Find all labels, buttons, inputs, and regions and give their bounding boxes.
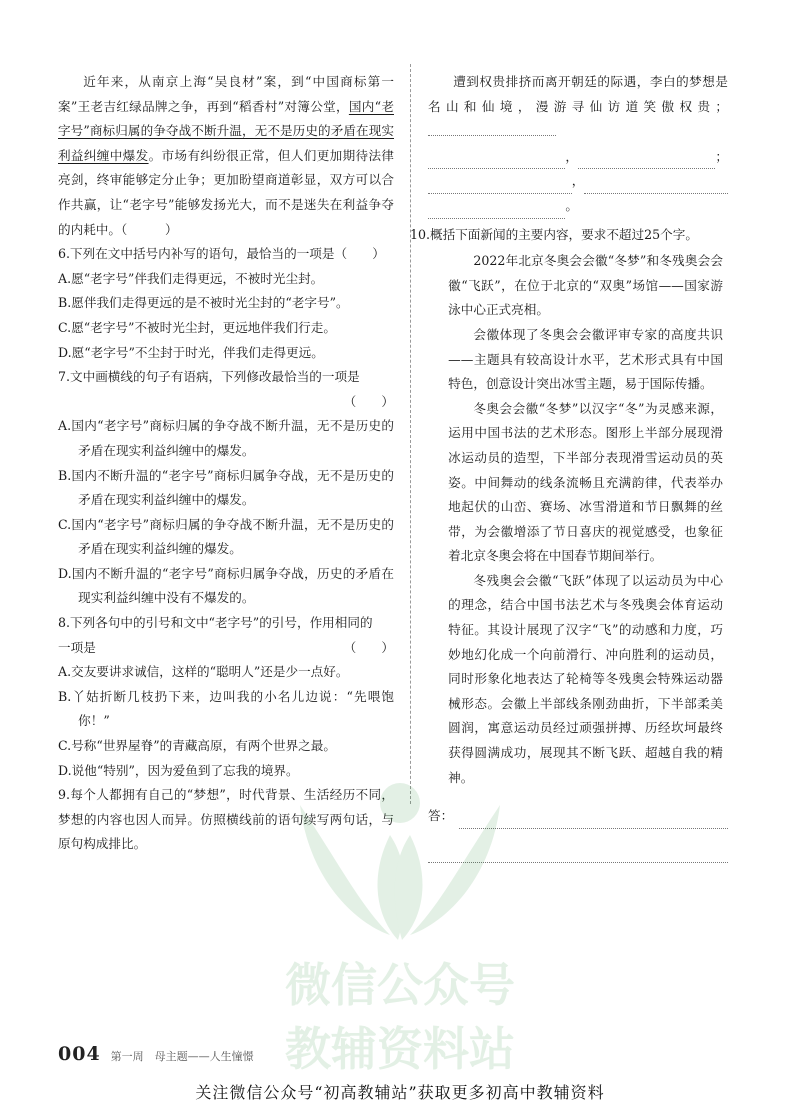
question-stem-tail: 一项是 (58, 639, 96, 655)
answer-blank[interactable] (428, 152, 565, 169)
question-stem: 6.下列在文中括号内补写的语句，最恰当的一项是（ ） (58, 246, 385, 262)
option-c: C.国内“老字号”商标归属的争夺战不断升温，无不是历史的矛盾在现实利益纠缠的爆发。 (58, 516, 394, 557)
question-9-continued (428, 70, 728, 219)
news-article (428, 249, 728, 790)
semicolon-mark: ； (715, 148, 728, 164)
option-c: C.号称“世界屋脊”的青藏高原，有两个世界之最。 (58, 738, 336, 754)
question-stem: 9.每个人都拥有自己的“梦想”，时代背景、生活经历不同，梦想的内容也因人而异。仿照横线前的语句续写两句话，与原句构成排比。 (58, 787, 394, 852)
model-sentence-text: 遭到权贵排挤而离开朝廷的际遇，李白的梦想是名山和仙境，漫游寻仙访道笑傲权贵； (428, 74, 728, 114)
answer-bracket: （ ） (343, 639, 394, 655)
option-a: A.国内“老字号”商标归属的争夺战不断升温，无不是历史的矛盾在现实利益纠缠中的爆发。 (58, 418, 394, 458)
left-column (58, 70, 394, 857)
question-stem: 8.下列各句中的引号和文中“老字号”的引号，作用相同的 (58, 615, 373, 631)
passage (58, 70, 394, 242)
option-b: B.愿伴我们走得更远的是不被时光尘封的“老字号”。 (58, 295, 349, 311)
answer-blank[interactable] (578, 152, 715, 169)
option-d: D.愿“老字号”不尘封于时光，伴我们走得更远。 (58, 344, 324, 360)
question-9-model-sentence (428, 70, 728, 145)
question-6 (58, 242, 394, 365)
column-divider (410, 64, 411, 804)
option-d: D.说他“特别”，因为爱鱼到了忘我的境界。 (58, 762, 299, 778)
watermark-line-2: 教辅资料站 (285, 1022, 515, 1076)
page-number: 004 (58, 1043, 101, 1065)
answer-blank[interactable] (428, 177, 572, 194)
option-b: B.丫姑折断几枝扔下来，边叫我的小名儿边说：“先喂饱你！” (58, 688, 394, 729)
news-paragraph: 会徽体现了冬奥会会徽评审专家的高度共识——主题具有较高设计水平，艺术形式具有中国特色，创意设计突出冰雪主题，易于国际传播。 (448, 326, 723, 392)
answer-label: 答： (428, 808, 454, 824)
question-stem: 10.概括下面新闻的主要内容，要求不超过25个字。 (410, 226, 698, 242)
footer-section-label: 第一周 母主题——人生憧憬 (110, 1050, 254, 1063)
right-column (410, 70, 728, 863)
news-paragraph: 冬奥会会徽“冬梦”以汉字“冬”为灵感来源，运用中国书法的艺术形态。图形上半部分展现滑冰运动员的造型，下半部分表现滑雪运动员的英姿。中间舞动的线条流畅且充满韵律，代表举办地起伏的山峦、赛场、冰雪滑道和节日飘舞的丝带，为会徽增添了节日喜庆的视觉感受，也象征着北京冬奥会将在中国春节期间举行。 (448, 400, 723, 564)
answer-line-row (428, 194, 578, 219)
watermark-logo-icon (240, 765, 560, 1095)
period-mark: 。 (565, 197, 578, 213)
option-b: B.国内不断升温的“老字号”商标归属争夺战，无不是历史的矛盾在现实利益纠缠中的爆发。 (58, 467, 394, 508)
passage-text-start: 近年来，从南京上海“吴良材”案，到“中国商标第一案”王老吉红绿品牌之争，再到“稻香村”对簿公堂， (58, 74, 394, 114)
option-a: A.愿“老字号”伴我们走得更远，不被时光尘封。 (58, 270, 324, 286)
news-paragraph: 2022年北京冬奥会会徽“冬梦”和冬残奥会会徽“飞跃”，在位于北京的“双奥”场馆——国家游泳中心正式亮相。 (448, 253, 723, 318)
question-stem: 7.文中画横线的句子有语病，下列修改最恰当的一项是 (58, 369, 360, 385)
promo-banner: 关注微信公众号“初高教辅站”获取更多初高中教辅资料 (195, 1083, 605, 1102)
question-7 (58, 365, 394, 611)
option-c: C.愿“老字号”不被时光尘封，更远地伴我们行走。 (58, 319, 336, 335)
passage-text-end: 。市场有纠纷很正常，但人们更加期待法律亮剑，终审能够定分止争；更加盼望商道彰显，双方可以合作共赢，让“老字号”能够发扬光大，而不是迷失在利益争夺的内耗中。（ ） (58, 147, 395, 237)
answer-line-row (428, 145, 728, 170)
option-a: A.交友要讲求诚信，这样的“聪明人”还是少一点好。 (58, 664, 349, 680)
answer-bracket: （ ） (343, 393, 394, 409)
watermark-line-1: 微信公众号 (285, 958, 515, 1012)
answer-blank[interactable] (584, 177, 728, 194)
comma-mark: ， (565, 148, 578, 164)
question-stem-line-2 (58, 636, 394, 661)
page-footer (58, 1043, 254, 1065)
option-d: D.国内不断升温的“老字号”商标归属争夺战，历史的矛盾在现实利益纠缠中没有不爆发的。 (58, 565, 394, 606)
passage-underlined-sentence: 国内“老字号”商标归属的争夺战不断升温，无不是历史的矛盾在现实利益纠缠中爆发 (58, 98, 394, 163)
answer-blank[interactable] (428, 202, 565, 219)
answer-line-row (428, 169, 728, 194)
answer-blank[interactable] (428, 119, 556, 136)
question-8 (58, 611, 394, 783)
comma-mark: ， (571, 173, 585, 189)
news-paragraph: 冬残奥会会徽“飞跃”体现了以运动员为中心的理念，结合中国书法艺术与冬残奥会体育运动特征。其设计展现了汉字“飞”的动感和力度，巧妙地幻化成一个向前滑行、冲向胜利的运动员，同时形象化地表达了轮椅等冬残奥会特殊运动器械形态。会徽上半部线条刚劲曲折，下半部柔美圆润，寓意运动员经过顽强拼搏、历经坎坷最终获得圆满成功，展现其不断飞跃、超越自我的精神。 (448, 572, 723, 785)
